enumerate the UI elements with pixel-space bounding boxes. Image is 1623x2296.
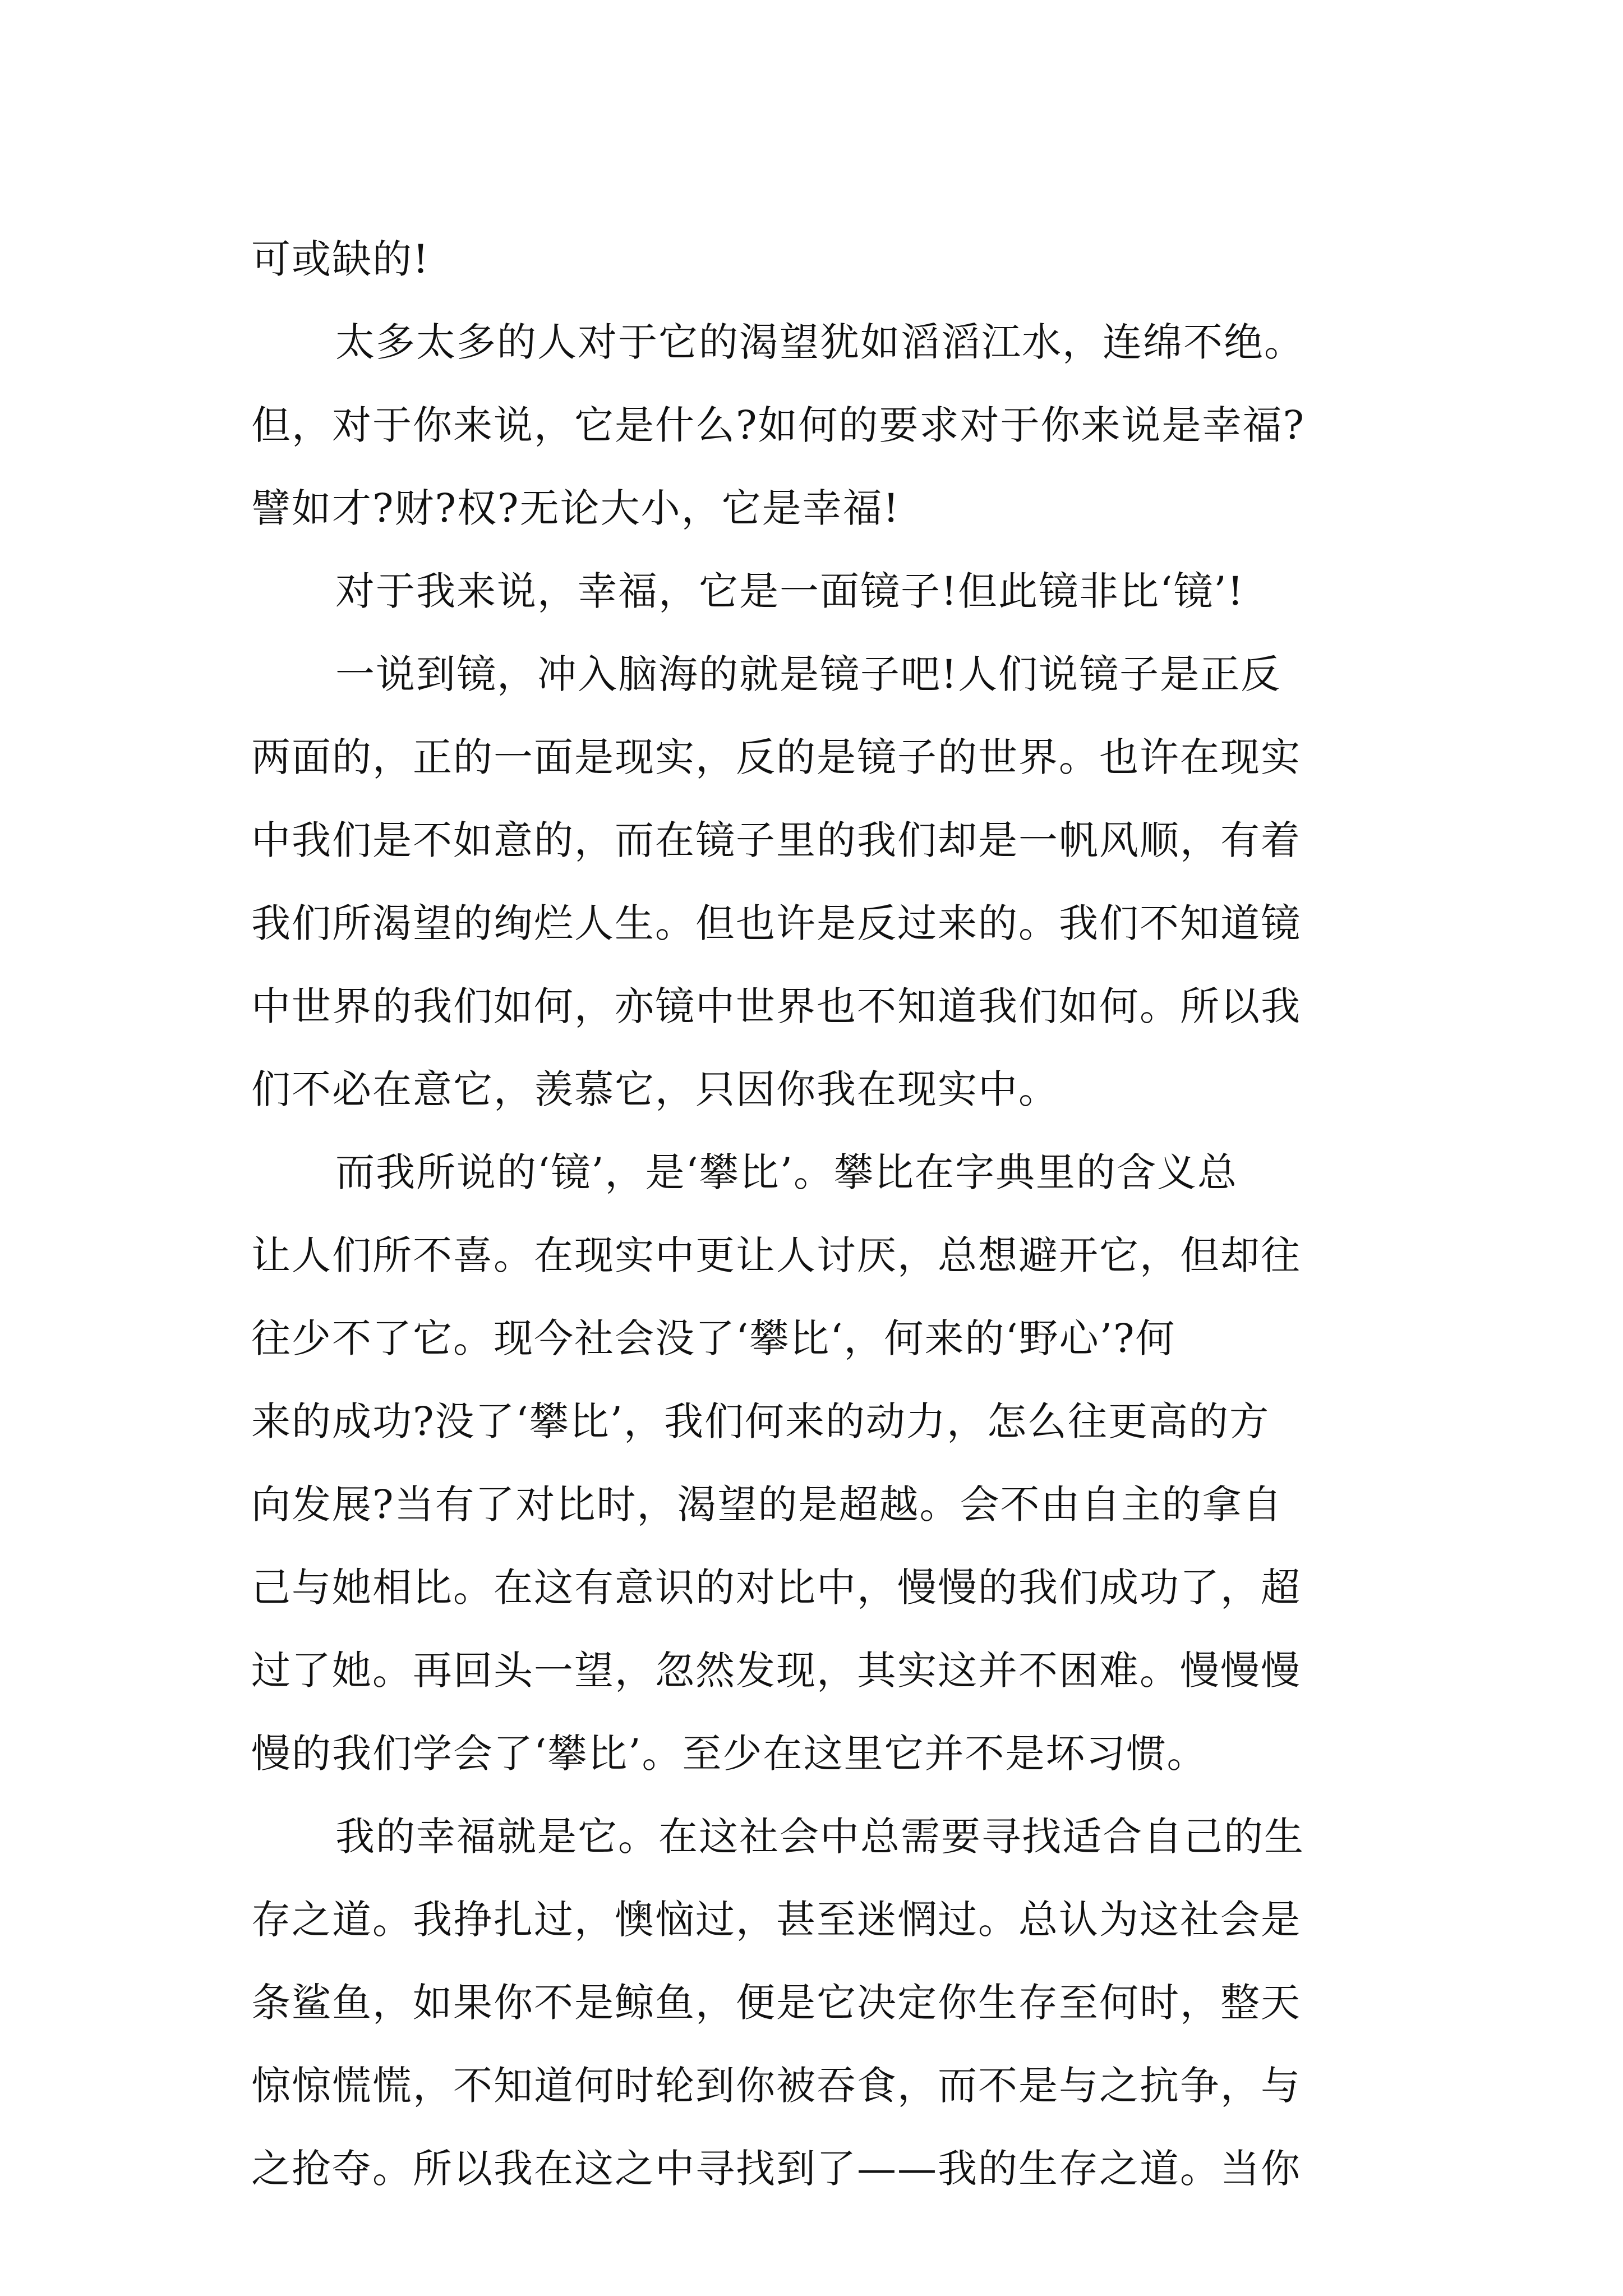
text-line: 过了她。再回头一望，忽然发现，其实这并不困难。慢慢慢 bbox=[251, 1648, 1301, 1694]
text-line: 中我们是不如意的，而在镜子里的我们却是一帆风顺，有着 bbox=[251, 817, 1301, 863]
text-line: 让人们所不喜。在现实中更让人讨厌，总想避开它，但却往 bbox=[251, 1232, 1301, 1278]
text-line: 慢的我们学会了‘攀比’。至少在这里它并不是坏习惯。 bbox=[251, 1731, 1207, 1777]
paragraph-start-line: 而我所说的‘镜’，是‘攀比’。攀比在字典里的含义总 bbox=[335, 1149, 1238, 1195]
text-line: 己与她相比。在这有意识的对比中，慢慢的我们成功了，超 bbox=[251, 1565, 1301, 1611]
text-line: 条鲨鱼，如果你不是鲸鱼，便是它决定你生存至何时，整天 bbox=[251, 1980, 1301, 2026]
text-line: 来的成功?没了‘攀比’，我们何来的动力，怎么往更高的方 bbox=[251, 1398, 1270, 1444]
text-line: 两面的，正的一面是现实，反的是镜子的世界。也许在现实 bbox=[251, 734, 1301, 780]
text-line: 往少不了它。现今社会没了‘攀比‘，何来的‘野心’?何 bbox=[251, 1315, 1176, 1361]
body-text bbox=[251, 218, 1401, 2210]
paragraph-start-line: 太多太多的人对于它的渴望犹如滔滔江水，连绵不绝。 bbox=[335, 319, 1304, 365]
text-line: 可或缺的! bbox=[251, 236, 430, 282]
text-line: 之抢夺。所以我在这之中寻找到了——我的生存之道。当你 bbox=[251, 2146, 1301, 2192]
text-line: 我们所渴望的绚烂人生。但也许是反过来的。我们不知道镜 bbox=[251, 900, 1301, 946]
text-line: 中世界的我们如何，亦镜中世界也不知道我们如何。所以我 bbox=[251, 983, 1301, 1029]
text-line: 譬如才?财?权?无论大小，它是幸福! bbox=[251, 485, 900, 531]
paragraph-start-line: 一说到镜，冲入脑海的就是镜子吧!人们说镜子是正反 bbox=[335, 651, 1281, 697]
paragraph-start-line: 对于我来说，幸福，它是一面镜子!但此镜非比‘镜’! bbox=[335, 568, 1244, 614]
text-line: 惊惊慌慌，不知道何时轮到你被吞食，而不是与之抗争，与 bbox=[251, 2063, 1301, 2109]
text-line: 存之道。我挣扎过，懊恼过，甚至迷惘过。总认为这社会是 bbox=[251, 1897, 1301, 1943]
text-line: 向发展?当有了对比时，渴望的是超越。会不由自主的拿自 bbox=[251, 1481, 1283, 1527]
text-line: 们不必在意它，羡慕它，只因你我在现实中。 bbox=[251, 1066, 1059, 1112]
paragraph-start-line: 我的幸福就是它。在这社会中总需要寻找适合自己的生 bbox=[335, 1814, 1304, 1860]
text-line: 但，对于你来说，它是什么?如何的要求对于你来说是幸福? bbox=[251, 402, 1306, 448]
